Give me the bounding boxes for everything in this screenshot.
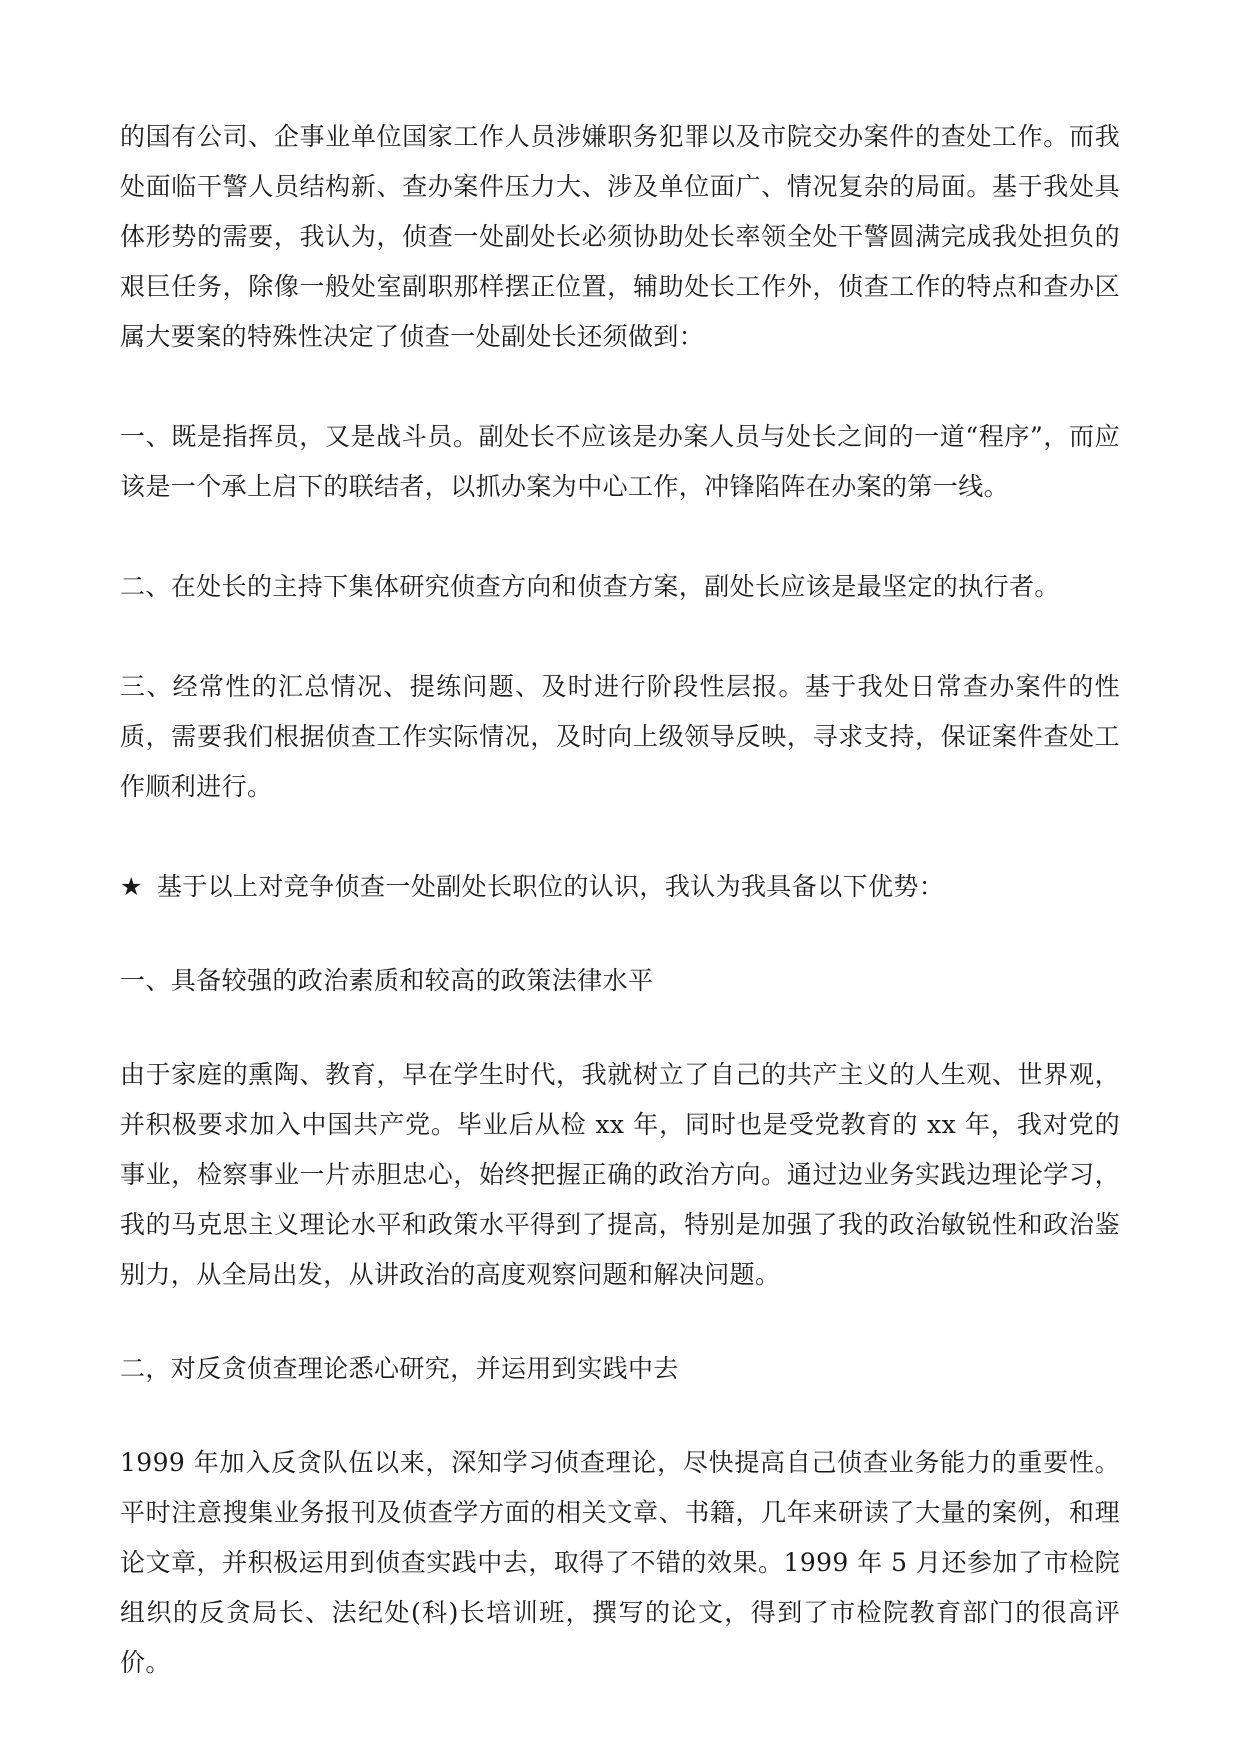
heading-advantage-1: 一、具备较强的政治素质和较高的政策法律水平 <box>120 966 654 995</box>
paragraph-point-3: 三、经常性的汇总情况、提练问题、及时进行阶段性层报。基于我处日常查办案件的性质，需要我们根据侦查工作实际情况，及时向上级领导反映，寻求支持，保证案件查处工作顺利进行。 <box>120 672 1120 801</box>
paragraph-point-2: 二、在处长的主持下集体研究侦查方向和侦查方案，副处长应该是最坚定的执行者。 <box>120 572 1060 601</box>
star-icon: ★ <box>120 872 143 901</box>
advantages-intro-text: 基于以上对竞争侦查一处副处长职位的认识，我认为我具备以下优势： <box>156 872 945 901</box>
document-page <box>120 112 1120 1688</box>
heading-advantage-2: 二，对反贪侦查理论悉心研究，并运用到实践中去 <box>120 1354 679 1383</box>
paragraph-advantage-2: 1999 年加入反贪队伍以来，深知学习侦查理论，尽快提高自己侦查业务能力的重要性。平时注意搜集业务报刊及侦查学方面的相关文章、书籍，几年来研读了大量的案例，和理论文章，并积极运用到侦查实践中去，取得了不错的效果。1999 年 5 月还参加了市检院组织的反贪局长、法纪处(科)长培训班，撰写的论文，得到了市检院教育部门的很高评价。 <box>120 1448 1120 1677</box>
paragraph-advantages-intro <box>120 862 1120 912</box>
paragraph-intro: 的国有公司、企事业单位国家工作人员涉嫌职务犯罪以及市院交办案件的查处工作。而我处面临干警人员结构新、查办案件压力大、涉及单位面广、情况复杂的局面。基于我处具体形势的需要，我认为，侦查一处副处长必须协助处长率领全处干警圆满完成我处担负的艰巨任务，除像一般处室副职那样摆正位置，辅助处长工作外，侦查工作的特点和查办区属大要案的特殊性决定了侦查一处副处长还须做到： <box>120 122 1120 351</box>
paragraph-advantage-1: 由于家庭的熏陶、教育，早在学生时代，我就树立了自己的共产主义的人生观、世界观，并积极要求加入中国共产党。毕业后从检 xx 年，同时也是受党教育的 xx 年，我对党的事业，检察事业一片赤胆忠心，始终把握正确的政治方向。通过边业务实践边理论学习，我的马克思主义理论水平和政策水平得到了提高，特别是加强了我的政治敏锐性和政治鉴别力，从全局出发，从讲政治的高度观察问题和解决问题。 <box>120 1060 1120 1289</box>
paragraph-point-1: 一、既是指挥员，又是战斗员。副处长不应该是办案人员与处长之间的一道“程序”，而应该是一个承上启下的联结者，以抓办案为中心工作，冲锋陷阵在办案的第一线。 <box>120 422 1120 501</box>
